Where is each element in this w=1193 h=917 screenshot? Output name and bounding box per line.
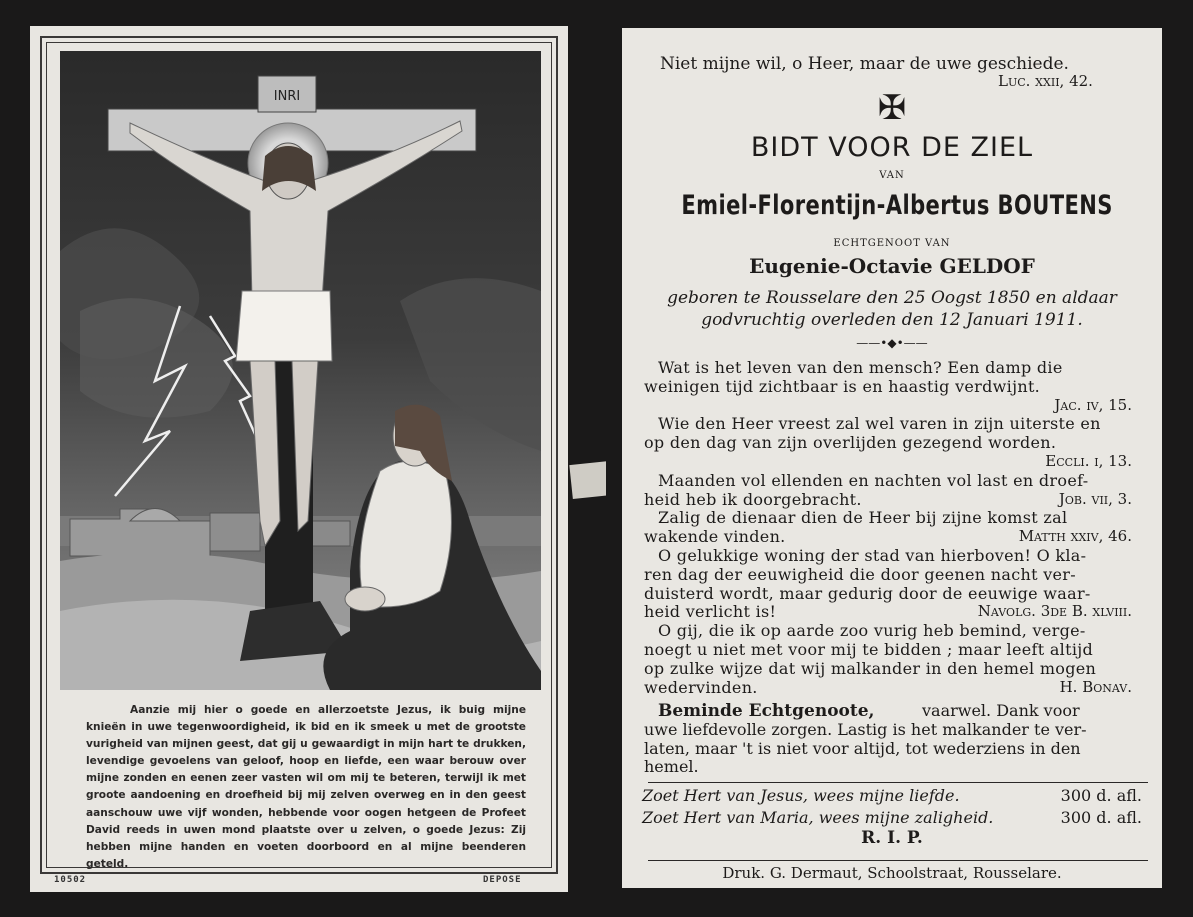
verse-line: noegt u niet met voor mij te bidden ; maar leeft altijd [644,640,1094,659]
epigraph: Niet mijne wil, o Heer, maar de uwe geschiede. [660,54,1069,74]
inri-plaque: INRI [273,89,301,104]
verse-line: O gelukkige woning der stad van hierboven! O kla- [658,546,1087,565]
verse-line: Wat is het leven van den mensch? Een damp die [658,358,1063,377]
verse-line: ren dag der eeuwigheid die door geenen nacht ver- [644,564,1076,584]
farewell-line: vaarwel. Dank voor [922,701,1080,720]
memorial-text-panel [622,28,1162,888]
farewell-bold: Beminde Echtgenoote, [658,701,875,721]
indulgence-text: Zoet Hert van Maria, wees mijne zaligheid. [642,808,994,827]
van-label: VAN [879,170,905,181]
verse-line: wakende vinden. [644,527,786,547]
verse-reference: Navolg. 3de B. xlviii. [977,602,1132,621]
ornament-divider: ——•◆•—— [856,336,928,350]
spouse-label: ECHTGENOOT VAN [833,238,951,249]
birth-line: geboren te Rousselare den 25 Oogst 1850 en aldaar [667,288,1117,308]
farewell-line: uwe liefdevolle zorgen. Lastig is het malkander te ver- [644,719,1087,739]
verse-line: duisterd wordt, maar gedurig door de eeuwige waar- [644,583,1091,603]
verse-line: Maanden vol ellenden en nachten vol last en droef- [658,470,1089,490]
verse-line: Zalig de dienaar dien de Heer bij zijne komst zal [658,508,1068,528]
verse-reference: Matth xxiv, 46. [1018,527,1132,546]
verse-line: Wie den Heer vreest zal wel varen in zijn uiterste en [658,414,1101,434]
farewell-line: hemel. [644,757,699,777]
verse-line: heid verlicht is! [644,602,777,622]
spouse-name: Eugenie-Octavie GELDOF [749,254,1035,278]
verse-reference: Job. vii, 3. [1058,489,1132,508]
verse-line: op zulke wijze dat wij malkander in den hemel mogen [644,658,1097,678]
rip: R. I. P. [861,828,923,848]
indulgence-text: Zoet Hert van Jesus, wees mijne liefde. [642,786,960,805]
cross-icon: ✠ [877,88,907,128]
verse-line: op den dag van zijn overlijden gezegend worden. [644,433,1057,453]
verse-line: wedervinden. [644,677,758,697]
print-code: 10502 [54,875,87,885]
indulgence-value: 300 d. afl. [1060,786,1142,805]
holy-card-left [30,26,568,892]
verse-line: heid heb ik doorgebracht. [644,489,862,509]
deceased-name: Emiel-Florentijn-Albertus BOUTENS [681,190,1113,221]
rule-top [648,782,1148,783]
printer-line: Druk. G. Dermaut, Schoolstraat, Rousselare. [722,864,1062,882]
depose-mark: DEPOSE [483,875,522,885]
rule-bottom [648,860,1148,861]
heading: BIDT VOOR DE ZIEL [750,132,1034,163]
farewell-line: laten, maar 't is niet voor altijd, tot wederziens in den [644,738,1081,758]
indulgence-value: 300 d. afl. [1060,808,1142,827]
death-line: godvruchtig overleden den 12 Januari 1911. [701,310,1083,330]
verse-reference: Eccli. i, 13. [1045,452,1132,470]
crucifixion-illustration [60,51,541,690]
epigraph-ref: Luc. xxii, 42. [998,72,1093,90]
holy-card-right [606,14,1172,900]
verse-line: weinigen tijd zichtbaar is en haastig verdwijnt. [644,376,1041,396]
prayer-text: Aanzie mij hier o goede en allerzoetste Jezus, ik buig mijne knieën in uwe tegenwoordigheid, ik bid en ik smeek u met de grootste vurigheid van mijnen geest, dat gij u gewaardigt in mijn hart te drukken, levendige gevoelens van geloof, hoop en liefde, een waar berouw over mijne zonden en eenen zeer vasten wil om mij te beteren, terwijl ik met groote aandoening en droefheid bij mij zelven overweg en in den geest aanschouw uwe vijf wonden, hebbende voor oogen hetgeen de Profeet David reeds in uwen mond plaatste over u zelven, o goede Jezus: Zij hebben mijne handen en voeten doorboord en al mijne beenderen geteld. [86,704,526,870]
verse-reference: Jac. iv, 15. [1054,395,1132,414]
verse-line: O gij, die ik op aarde zoo vurig heb bemind, verge- [658,621,1086,641]
verse-reference: H. Bonav. [1059,677,1132,696]
